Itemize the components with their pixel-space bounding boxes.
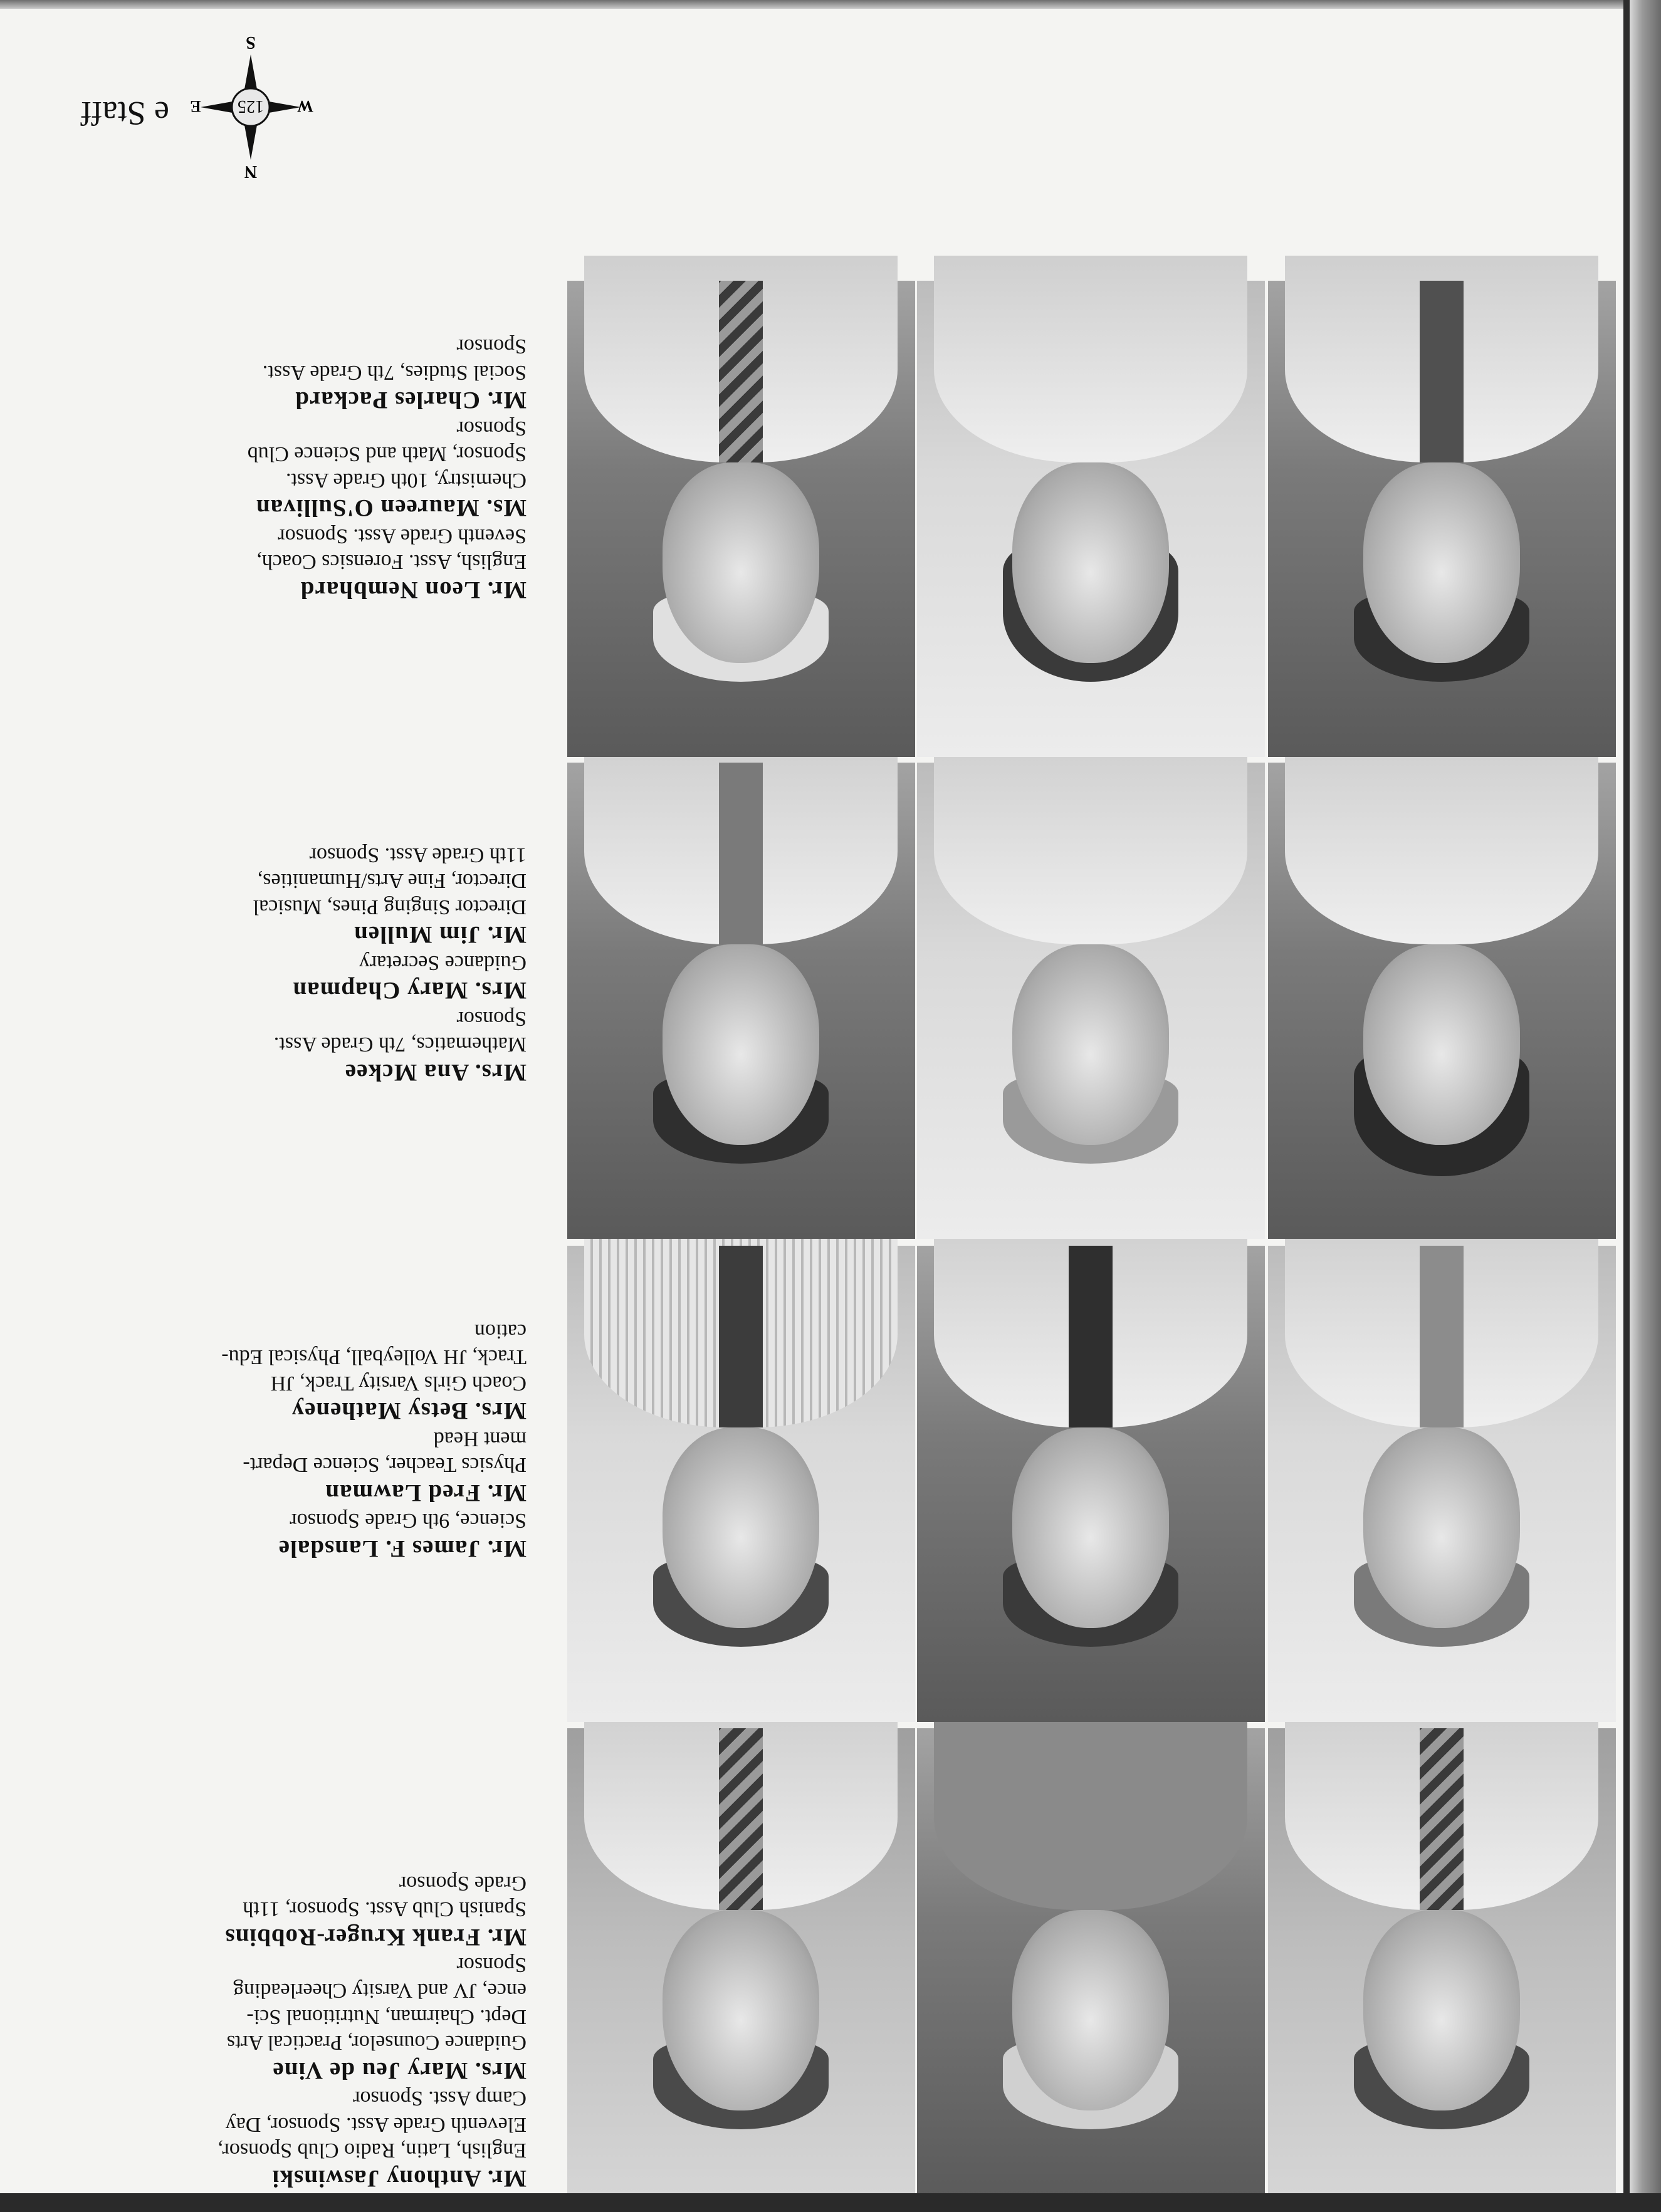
staff-entry [44, 1952, 527, 2085]
staff-entry [44, 1426, 527, 1508]
body-shape [1286, 738, 1599, 944]
staff-photo-mullen [1268, 763, 1616, 1239]
staff-desc-line: Physics Teacher, Science Depart- [243, 1453, 527, 1477]
staff-photo-jeu-de-vine [917, 1728, 1265, 2204]
staff-desc-line: Track, JH Volleyball, Physical Edu- [221, 1345, 527, 1369]
staff-photo-matheney [1268, 1246, 1616, 1722]
staff-desc-line: Sponsor, Math and Science Club [247, 442, 527, 466]
staff-photo-osullivan [917, 281, 1265, 757]
staff-desc-line: Chemistry, 10th Grade Asst. [285, 468, 527, 492]
staff-photo-packard [1268, 281, 1616, 757]
staff-desc-line: Sponsor [456, 416, 527, 440]
staff-desc-line: Director Singing Pines, Musical [253, 895, 527, 919]
staff-name: Mr. Jim Mullen [354, 921, 527, 949]
staff-desc-line: Seventh Grade Asst. Sponsor [278, 524, 527, 548]
staff-desc-line: cation [474, 1319, 527, 1343]
compass-w: W [297, 97, 313, 115]
staff-photo-mckee [567, 763, 915, 1239]
staff-desc-line: ence, JV and Varsity Cheerleading [233, 1979, 527, 2003]
face-shape [1013, 1427, 1170, 1628]
face-shape [1013, 1910, 1170, 2110]
tie-shape [1069, 1246, 1113, 1427]
staff-entry [44, 1870, 527, 1952]
tie-shape [1420, 1728, 1464, 1910]
body-shape [935, 256, 1248, 462]
staff-desc-line: English, Latin, Radio Club Sponsor, [217, 2139, 527, 2162]
staff-entry [44, 2085, 527, 2193]
face-shape [1013, 462, 1170, 663]
staff-entry [44, 949, 527, 1005]
caption-group-4 [44, 333, 527, 605]
compass-e: E [190, 97, 201, 115]
staff-name: Mr. Frank Kruger-Robbins [224, 1923, 527, 1951]
staff-photo-nembhard [567, 281, 915, 757]
staff-desc-line: Sponsor [456, 335, 527, 358]
staff-name: Mr. James F. Lansdale [278, 1535, 527, 1562]
staff-name: Ms. Maureen O'Sullivan [256, 494, 527, 522]
staff-desc-line: Director, Fine Arts/Humanities, [257, 869, 527, 893]
staff-desc-line: Guidance Secretary [359, 951, 527, 974]
body-shape [935, 738, 1248, 944]
staff-entry [44, 842, 527, 949]
staff-entry [44, 1005, 527, 1087]
staff-desc-line: Mathematics, 7th Grade Asst. [273, 1033, 527, 1056]
staff-desc-line: Camp Asst. Sponsor [353, 2087, 527, 2110]
staff-desc-line: Eleventh Grade Asst. Sponsor, Day [225, 2112, 527, 2136]
staff-desc-line: Grade Sponsor [399, 1871, 527, 1895]
staff-photo-lansdale [567, 1246, 915, 1722]
caption-group-3 [44, 842, 527, 1087]
face-shape [1364, 1910, 1521, 2110]
staff-photo-kruger-robbins [1268, 1728, 1616, 2204]
staff-desc-line: Sponsor [456, 1953, 527, 1977]
face-shape [1013, 944, 1170, 1145]
staff-name: Mr. Fred Lawman [325, 1479, 527, 1506]
staff-desc-line: Guidance Counselor, Practical Arts [226, 2031, 527, 2055]
tie-shape [1420, 281, 1464, 462]
page-number: 125 [238, 97, 264, 116]
staff-name: Mr. Anthony Jaswinski [271, 2165, 527, 2192]
staff-name: Mr. Leon Nembhard [300, 576, 527, 603]
face-shape [663, 462, 820, 663]
face-shape [663, 1427, 820, 1628]
staff-desc-line: English, Asst. Forensics Coach, [256, 550, 527, 574]
scan-bottom-bar [0, 2193, 1661, 2212]
face-shape [1364, 1427, 1521, 1628]
staff-entry [44, 523, 527, 605]
staff-name: Mr. Charles Packard [295, 387, 527, 414]
staff-name: Mrs. Betsy Matheney [291, 1397, 527, 1425]
staff-photo-jaswinski [567, 1728, 915, 2204]
staff-name: Mrs. Ana Mckee [344, 1059, 527, 1086]
face-shape [1364, 462, 1521, 663]
staff-name: Mrs. Mary Jeu de Vine [272, 2057, 527, 2085]
tie-shape [720, 1246, 763, 1427]
compass-rose-icon [190, 33, 313, 185]
staff-desc-line: Sponsor [456, 1006, 527, 1030]
staff-entry [44, 415, 527, 523]
staff-name: Mrs. Mary Chapman [292, 977, 527, 1004]
staff-desc-line: Social Studies, 7th Grade Asst. [262, 360, 527, 384]
staff-desc-line: Science, 9th Grade Sponsor [290, 1509, 527, 1533]
section-title: e Staff [80, 95, 169, 132]
staff-desc-line: ment Head [433, 1427, 527, 1451]
compass-n: N [244, 162, 258, 181]
tie-shape [1420, 1246, 1464, 1427]
staff-photo-chapman [917, 763, 1265, 1239]
staff-entry [44, 333, 527, 415]
compass-s: S [246, 33, 256, 52]
staff-desc-line: 11th Grade Asst. Sponsor [309, 843, 527, 867]
body-shape [935, 1703, 1248, 1910]
face-shape [1364, 944, 1521, 1145]
caption-group-1 [44, 1870, 527, 2193]
face-shape [663, 944, 820, 1145]
staff-desc-line: Dept. Chairman, Nutritional Sci- [246, 2005, 527, 2028]
caption-group-2 [44, 1318, 527, 1563]
staff-desc-line: Coach Girls Varsity Track, JH [270, 1371, 527, 1395]
tie-shape [720, 281, 763, 462]
staff-entry [44, 1318, 527, 1426]
staff-photo-lawman [917, 1246, 1265, 1722]
tie-shape [720, 1728, 763, 1910]
staff-entry [44, 1508, 527, 1563]
face-shape [663, 1910, 820, 2110]
tie-shape [720, 763, 763, 944]
staff-desc-line: Spanish Club Asst. Sponsor, 11th [243, 1897, 527, 1921]
